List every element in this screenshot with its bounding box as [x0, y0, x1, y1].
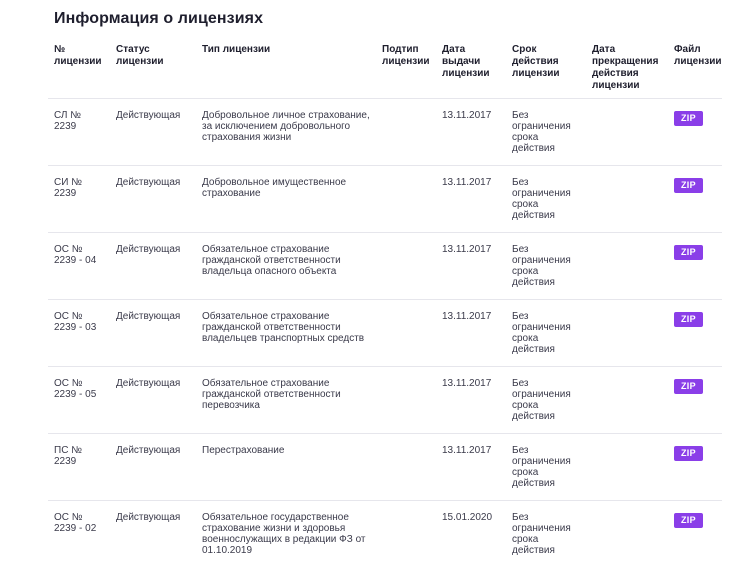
table-row: [48, 434, 722, 501]
zip-download-button[interactable]: ZIP: [674, 513, 703, 528]
zip-download-button[interactable]: ZIP: [674, 245, 703, 260]
license-file-cell: [668, 300, 722, 367]
table-row: [48, 300, 722, 367]
column-header-issue-date: Дата выдачи лицензии: [436, 44, 506, 99]
license-termination-date: [586, 434, 668, 501]
license-subtype: [376, 300, 436, 367]
column-header-status: Статус лицензии: [110, 44, 196, 99]
table-row: [48, 367, 722, 434]
license-number: СЛ № 2239: [48, 99, 110, 166]
license-type: Обязательное государственное страхование жизни и здоровья военнослужащих в редакции ФЗ от 01.10.2019: [202, 512, 366, 556]
license-status: Действующая: [110, 166, 196, 233]
license-issue-date: 13.11.2017: [436, 233, 506, 300]
license-validity: Без ограничения срока действия: [506, 166, 586, 233]
column-header-number: № лицензии: [48, 44, 110, 99]
license-file-cell: [668, 501, 722, 566]
zip-download-button[interactable]: ZIP: [674, 111, 703, 126]
license-type: Обязательное страхование гражданской ответственности перевозчика: [196, 367, 376, 434]
table-row: [48, 166, 722, 233]
license-status: Действующая: [110, 300, 196, 367]
license-status: Действующая: [110, 434, 196, 501]
license-termination-date: [586, 367, 668, 434]
license-termination-date: [586, 233, 668, 300]
license-termination-date: [586, 501, 668, 566]
license-subtype: [376, 233, 436, 300]
license-file-cell: [668, 233, 722, 300]
license-number: ОС № 2239 - 03: [48, 300, 110, 367]
license-termination-date: [586, 166, 668, 233]
license-termination-date: [586, 300, 668, 367]
zip-download-button[interactable]: ZIP: [674, 446, 703, 461]
zip-download-button[interactable]: ZIP: [674, 312, 703, 327]
license-subtype: [376, 166, 436, 233]
license-status: Действующая: [110, 99, 196, 166]
license-type: Перестрахование: [196, 434, 376, 501]
license-issue-date: 13.11.2017: [436, 166, 506, 233]
license-number: ПС № 2239: [48, 434, 110, 501]
page-title: Информация о лицензиях: [54, 10, 264, 27]
license-issue-date: 13.11.2017: [436, 99, 506, 166]
license-validity: Без ограничения срока действия: [506, 300, 586, 367]
license-type: Обязательное страхование гражданской ответственности владельцев транспортных средств: [196, 300, 376, 367]
license-subtype: [376, 501, 436, 566]
license-type: Добровольное имущественное страхование: [196, 166, 376, 233]
license-validity: Без ограничения срока действия: [512, 512, 571, 556]
license-type: Добровольное личное страхование, за исключением добровольного страхования жизни: [196, 99, 376, 166]
license-validity: Без ограничения срока действия: [506, 99, 586, 166]
license-issue-date: 13.11.2017: [436, 367, 506, 434]
license-number: ОС № 2239 - 05: [48, 367, 110, 434]
column-header-termination-date: Дата прекращения действия лицензии: [586, 44, 668, 99]
license-number: ОС № 2239 - 02: [54, 512, 97, 534]
license-number: ОС № 2239 - 04: [48, 233, 110, 300]
license-validity: Без ограничения срока действия: [506, 233, 586, 300]
column-header-type: Тип лицензии: [196, 44, 376, 99]
license-subtype: [376, 434, 436, 501]
license-status: Действующая: [110, 233, 196, 300]
license-file-cell: [668, 99, 722, 166]
license-subtype: [376, 99, 436, 166]
zip-download-button[interactable]: ZIP: [674, 178, 703, 193]
license-number: СИ № 2239: [48, 166, 110, 233]
license-file-cell: [668, 166, 722, 233]
zip-download-button[interactable]: ZIP: [674, 379, 703, 394]
license-validity: Без ограничения срока действия: [506, 367, 586, 434]
license-validity: Без ограничения срока действия: [506, 434, 586, 501]
license-status: Действующая: [110, 367, 196, 434]
license-issue-date: 15.01.2020: [442, 512, 493, 523]
license-termination-date: [586, 99, 668, 166]
column-header-validity: Срок действия лицензии: [506, 44, 586, 99]
license-type: Обязательное страхование гражданской ответственности владельца опасного объекта: [196, 233, 376, 300]
license-status: Действующая: [116, 512, 181, 523]
column-header-file: Файл лицензии: [668, 44, 722, 99]
license-subtype: [376, 367, 436, 434]
table-row: [48, 501, 722, 566]
license-issue-date: 13.11.2017: [436, 434, 506, 501]
table-header-row: [48, 44, 722, 99]
license-file-cell: [668, 434, 722, 501]
table-row: [48, 233, 722, 300]
column-header-subtype: Подтип лицензии: [376, 44, 436, 99]
license-file-cell: [668, 367, 722, 434]
license-issue-date: 13.11.2017: [436, 300, 506, 367]
table-row: [48, 99, 722, 166]
licenses-table: [48, 44, 722, 566]
